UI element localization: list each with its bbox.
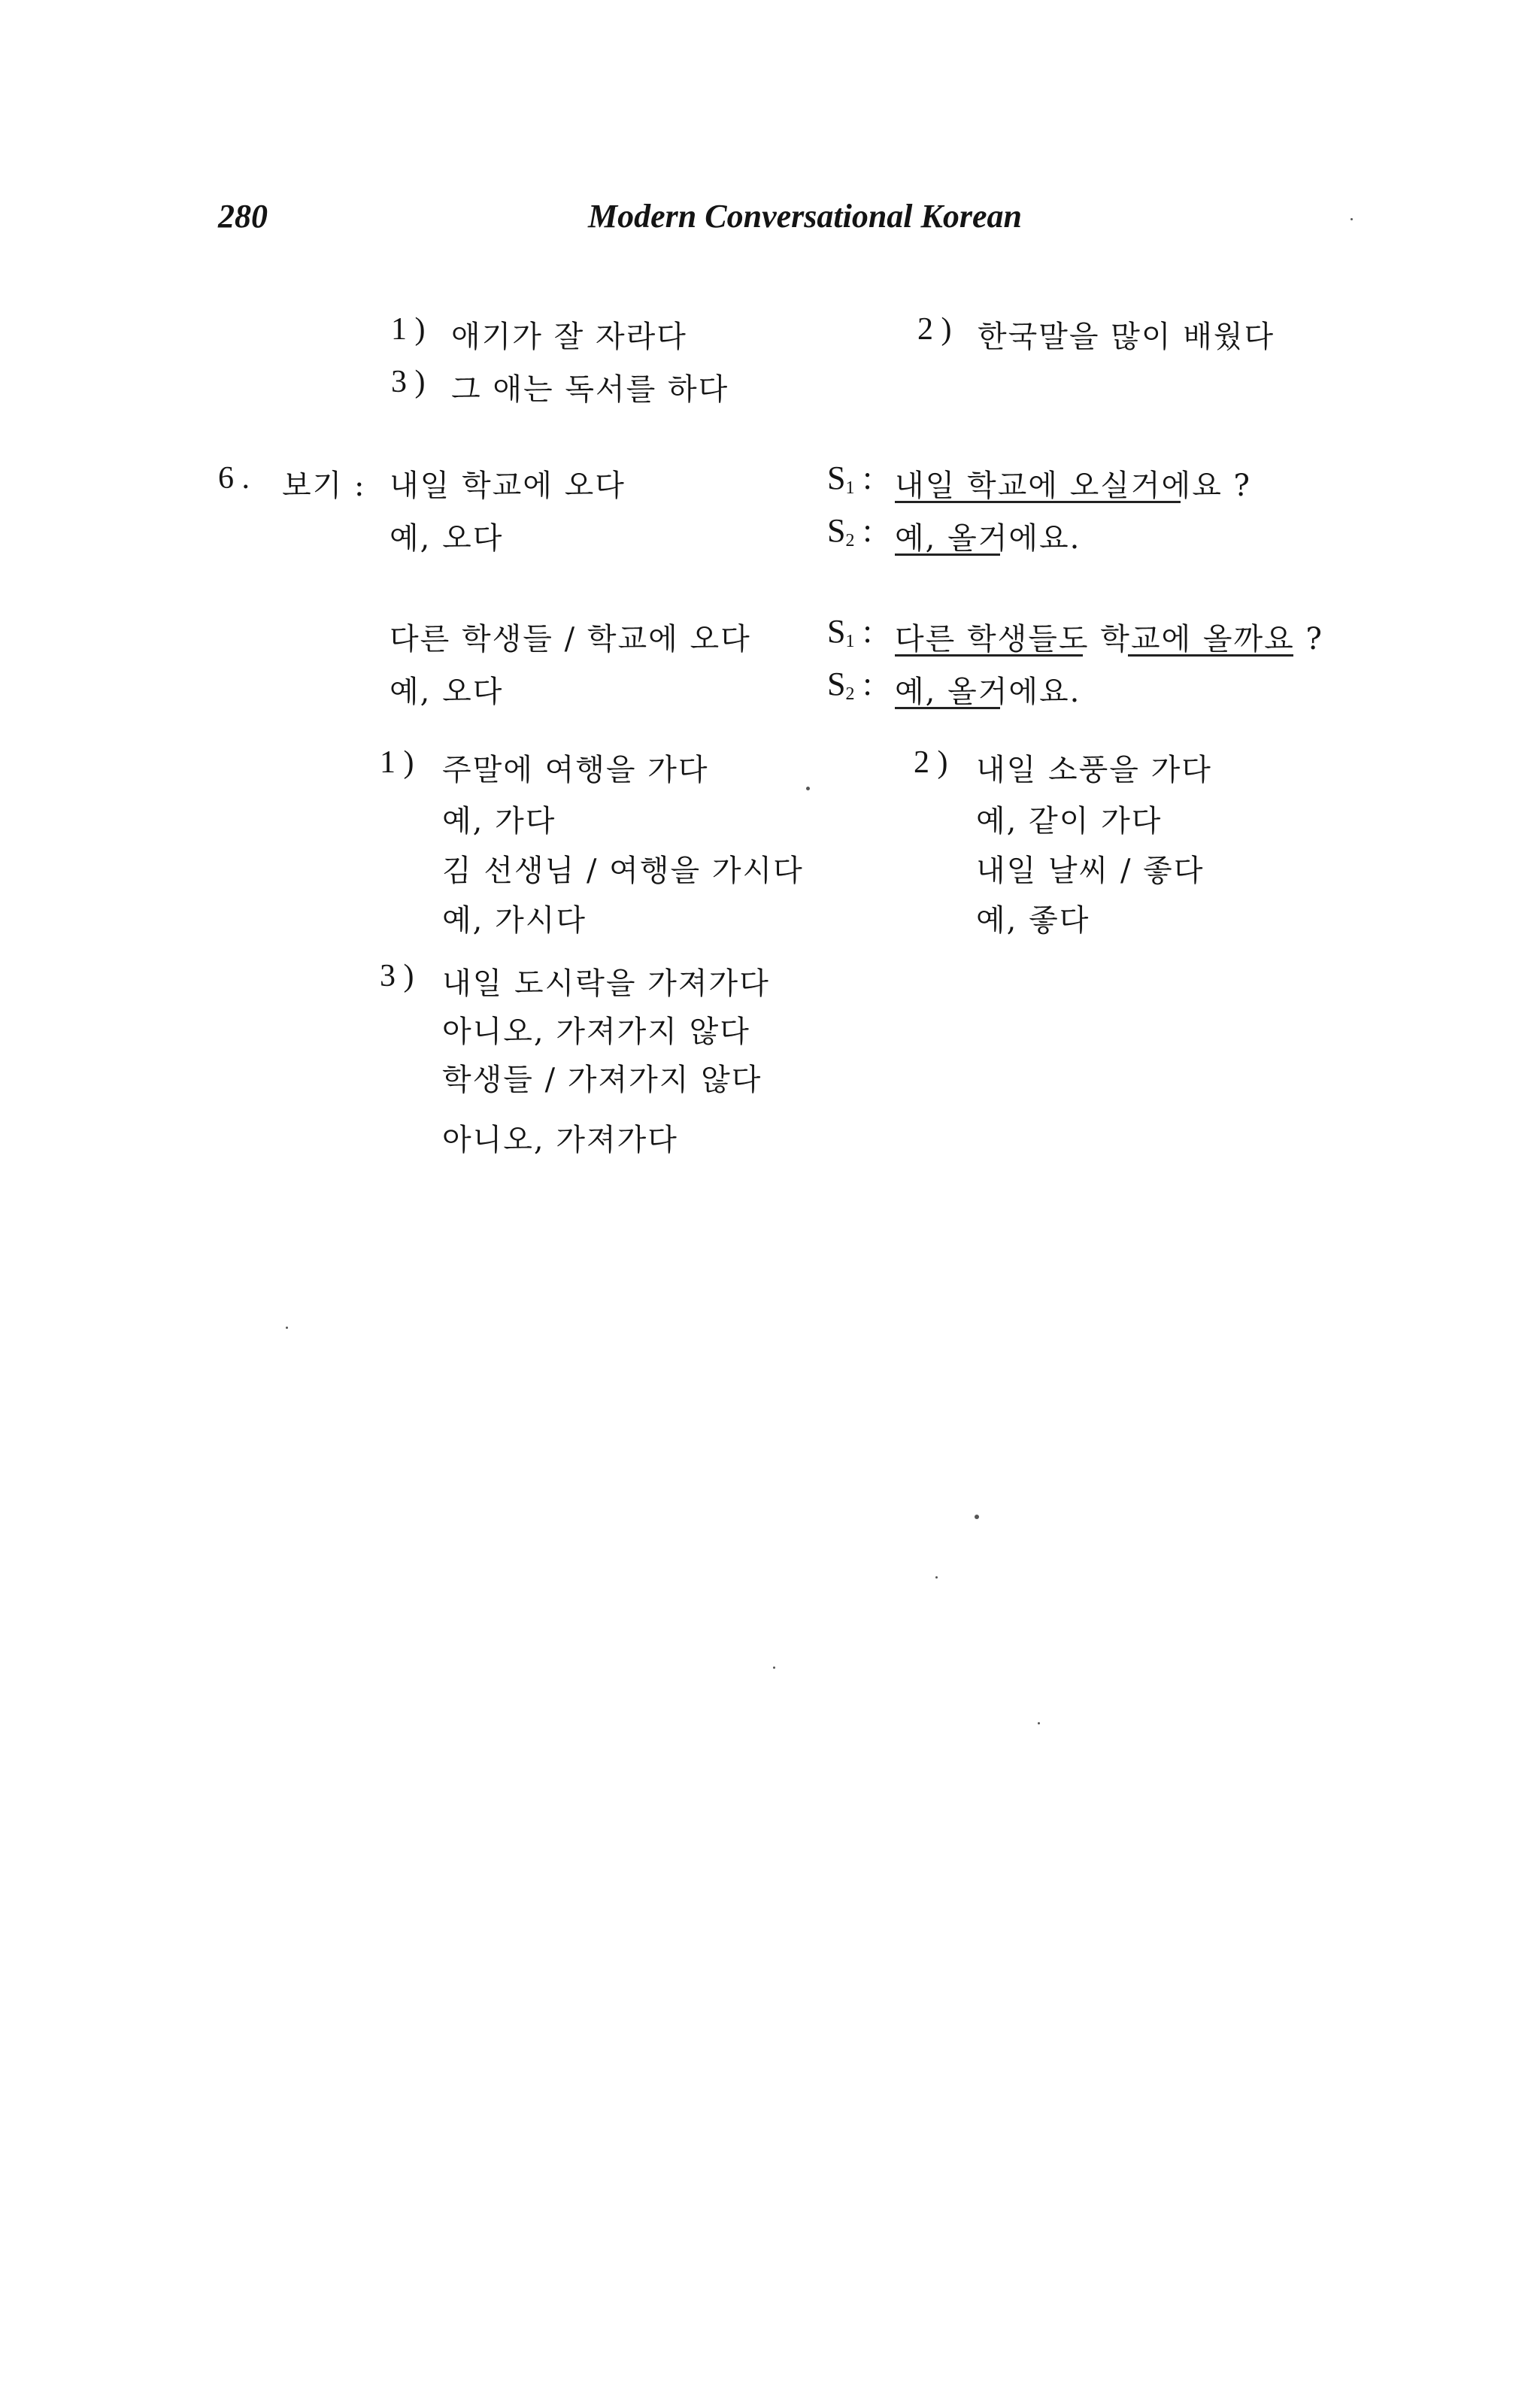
scan-speck xyxy=(773,1667,775,1669)
scan-speck xyxy=(935,1576,938,1579)
item-line: 예, 가다 xyxy=(442,804,556,839)
item-line: 내일 날씨 / 좋다 xyxy=(976,854,1205,888)
item-line: 예, 같이 가다 xyxy=(976,804,1163,839)
underline xyxy=(1128,654,1293,657)
cue-line: 예, 오다 xyxy=(390,521,504,556)
scan-speck xyxy=(286,1327,288,1329)
item-line: 아니오, 가져가다 xyxy=(442,1123,678,1157)
speaker-1-label: $S_1$ : xyxy=(827,613,872,651)
speaker-2-label: $S_2$ : xyxy=(827,666,872,704)
item-number: 2 ) xyxy=(914,745,948,780)
cue-line: 예, 오다 xyxy=(390,675,504,709)
scan-speck xyxy=(975,1515,979,1519)
item-number: 3 ) xyxy=(391,365,426,399)
scan-speck xyxy=(1038,1722,1040,1724)
item-line: 주말에 여행을 가다 xyxy=(442,753,709,787)
item-number: 2 ) xyxy=(917,312,952,347)
exercise-number: 6 . xyxy=(218,461,250,496)
item-text: 그 애는 독서를 하다 xyxy=(451,372,729,407)
item-text: 애기가 잘 자라다 xyxy=(451,320,687,354)
speaker-1-label: $S_1$ : xyxy=(827,459,872,498)
item-number: 1 ) xyxy=(391,312,426,347)
example-label: 보기 : xyxy=(282,469,366,503)
underline xyxy=(895,707,1000,709)
cue-line: 다른 학생들 / 학교에 오다 xyxy=(390,622,751,657)
speaker-1-response: 다른 학생들도 학교에 올까요 ? xyxy=(895,622,1323,657)
underline xyxy=(895,654,1083,657)
underline xyxy=(895,501,1181,503)
item-line: 예, 가시다 xyxy=(442,903,587,938)
item-number: 3 ) xyxy=(380,959,414,993)
speaker-2-response: 예, 올거에요. xyxy=(895,521,1081,556)
item-text: 한국말을 많이 배웠다 xyxy=(978,320,1275,354)
cue-line: 내일 학교에 오다 xyxy=(390,469,626,503)
speaker-2-label: $S_2$ : xyxy=(827,512,872,550)
item-line: 내일 도시락을 가져가다 xyxy=(442,966,770,1001)
item-line: 김 선생님 / 여행을 가시다 xyxy=(442,854,804,888)
item-line: 예, 좋다 xyxy=(976,903,1090,938)
running-title: Modern Conversational Korean xyxy=(588,198,1022,235)
scan-speck xyxy=(1351,218,1353,220)
page-number: 280 xyxy=(218,198,268,235)
underline xyxy=(895,553,1000,556)
item-line: 아니오, 가져가지 않다 xyxy=(442,1014,750,1049)
item-number: 1 ) xyxy=(380,745,414,780)
item-line: 내일 소풍을 가다 xyxy=(976,753,1212,787)
item-line: 학생들 / 가져가지 않다 xyxy=(442,1063,762,1097)
scan-speck xyxy=(806,787,810,790)
speaker-1-response: 내일 학교에 오실거에요 ? xyxy=(895,469,1251,503)
speaker-2-response: 예, 올거에요. xyxy=(895,675,1081,709)
